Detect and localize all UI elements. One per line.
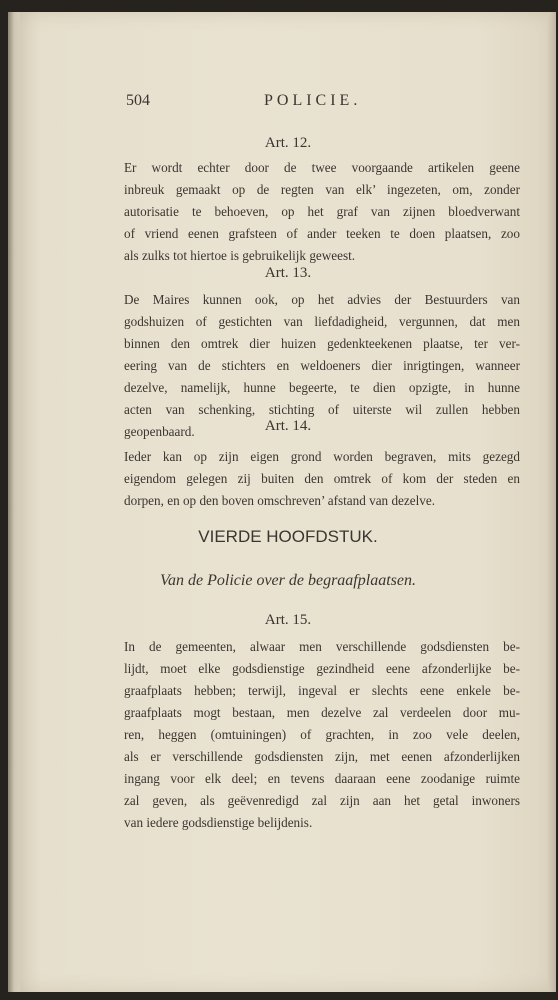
book-page [20, 12, 556, 992]
running-title: POLICIE. [264, 92, 362, 109]
text-line: als zulks tot hiertoe is gebruikelijk geweest. [124, 248, 356, 263]
text-line: autorisatie te behoeven, op het graf van zijnen bloedverwant [124, 204, 520, 219]
article-heading: Art. 15. [264, 612, 312, 628]
page-number: 504 [126, 92, 150, 109]
text-line: acten van schenking, stichting of uiterste wil zullen hebben [124, 402, 520, 417]
text-line: binnen den omtrek dier huizen gedenkteekenen plaatse, ter ver- [124, 336, 520, 351]
running-head [126, 92, 426, 116]
text-line: graafplaats hebben; terwijl, ingeval er slechts eene enkele be- [124, 683, 520, 698]
text-line: of vriend eenen grafsteen of ander teeken te doen plaatsen, zoo [124, 226, 520, 241]
text-line: dezelve, namelijk, hunne begeerte, te dien opzigte, in hunne [124, 380, 520, 395]
article-heading: Art. 14. [264, 418, 312, 434]
text-line: ingang voor elk deel; en tevens daaraan eene zoodanige ruimte [124, 771, 520, 786]
text-line: lijdt, moet elke godsdienstige gezindheid eene afzonderlijke be- [124, 661, 520, 676]
chapter-title: VIERDE HOOFDSTUK. [198, 527, 378, 546]
text-line: geopenbaard. [124, 424, 195, 439]
article-heading: Art. 13. [264, 265, 312, 281]
page-right-edge [548, 12, 556, 992]
article-heading: Art. 12. [264, 135, 312, 151]
text-line: In de gemeenten, alwaar men verschillende godsdiensten be- [124, 639, 520, 654]
text-line: Er wordt echter door de twee voorgaande artikelen geene [124, 160, 520, 175]
text-line: als er verschillende godsdiensten zijn, met eenen afzonderlijken [124, 749, 520, 764]
text-line: van iedere godsdienstige belijdenis. [124, 815, 313, 830]
text-line: eigendom gelegen zij buiten den omtrek of kom der steden en [124, 471, 520, 486]
text-line: graafplaats mogt bestaan, men dezelve zal verdeelen door mu- [124, 705, 520, 720]
text-line: eering van de stichters en weldoeners dier inrigtingen, wanneer [124, 358, 520, 373]
text-line: zal geven, als geëvenredigd zal zijn aan het getal inwoners [124, 793, 520, 808]
text-line: De Maires kunnen ook, op het advies der Bestuurders van [124, 292, 520, 307]
article-text [124, 446, 520, 512]
chapter-subtitle: Van de Policie over de begraafplaatsen. [160, 572, 416, 589]
text-line: dorpen, en op den boven omschreven’ afstand van dezelve. [124, 493, 436, 508]
text-line: inbreuk gemaakt op de regten van elk’ ingezeten, om, zonder [124, 182, 520, 197]
text-line: ren, heggen (omtuiningen) of grachten, in zoo vele deelen, [124, 727, 520, 742]
text-line: Ieder kan op zijn eigen grond worden begraven, mits gezegd [124, 449, 520, 464]
page-content [20, 12, 556, 992]
text-line: godshuizen of gestichten van liefdadigheid, vergunnen, dat men [124, 314, 520, 329]
article-text [124, 157, 520, 267]
article-text [124, 636, 520, 834]
